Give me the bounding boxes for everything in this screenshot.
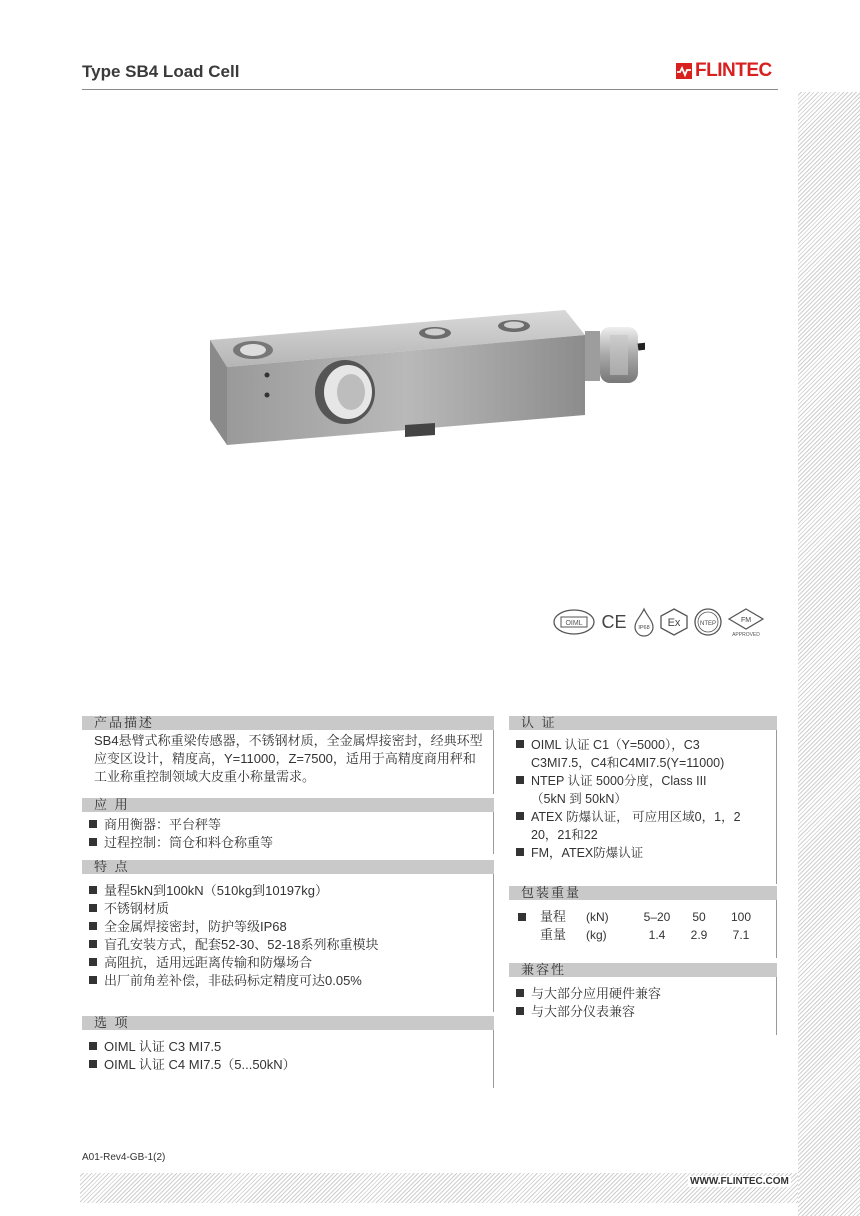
applications-section	[82, 798, 494, 854]
applications-heading: 应 用	[82, 798, 494, 812]
ce-mark-icon	[599, 609, 629, 635]
list-item: 商用衡器：平台秤等	[82, 816, 493, 834]
page-title: Type SB4 Load Cell	[82, 62, 240, 81]
packaging-table	[518, 908, 766, 944]
certification-marks	[553, 607, 765, 637]
brand-logo	[676, 60, 772, 82]
side-hatch-decoration	[798, 92, 860, 1216]
list-item: 与大部分应用硬件兼容	[509, 985, 776, 1003]
description-section	[82, 716, 494, 794]
list-item: 过程控制：筒仓和料仓称重等	[82, 834, 493, 852]
ntep-text: NTEP	[699, 621, 717, 627]
fm-approved-icon	[727, 607, 765, 637]
list-item: OIML 认证 C3 MI7.5	[82, 1038, 493, 1056]
description-text: SB4悬臂式称重梁传感器，不锈钢材质，全金属焊接密封，经典环型应变区设计，精度高，Y=11000，Z=7500，适用于高精度商用秤和工业称重控制领域大皮重小称量需求。	[82, 730, 494, 794]
list-item: 全金属焊接密封，防护等级IP68	[82, 918, 493, 936]
load-cell-photo	[205, 305, 645, 445]
brand-name: FLINTEC	[695, 60, 772, 81]
ex-text: Ex	[667, 617, 681, 629]
list-item: OIML 认证 C4 MI7.5（5...50kN）	[82, 1056, 493, 1074]
ip68-drop-icon	[633, 607, 655, 637]
options-section	[82, 1016, 494, 1088]
fm-text: FM	[740, 617, 752, 624]
table-row: 量程 (kN) 5–20 50 100	[518, 908, 766, 926]
ex-hexagon-icon	[659, 608, 689, 636]
header-divider	[82, 89, 778, 90]
list-item: 量程5kN到100kN（510kg到10197kg）	[82, 882, 493, 900]
compatibility-section	[509, 963, 777, 1035]
list-item: 不锈钢材质	[82, 900, 493, 918]
packaging-section	[509, 886, 777, 958]
ip68-text: IP68	[638, 625, 650, 631]
options-heading: 选 项	[82, 1016, 494, 1030]
compatibility-heading: 兼容性	[509, 963, 777, 977]
fm-approved-text: APPROVED	[732, 632, 760, 637]
oiml-mark-icon	[553, 609, 595, 635]
website-link[interactable]: WWW.FLINTEC.COM	[690, 1176, 789, 1187]
list-item: 出厂前角差补偿，非砝码标定精度可达0.05%	[82, 972, 493, 990]
list-item: 高阻抗，适用远距离传输和防爆场合	[82, 954, 493, 972]
table-row: 重量 (kg) 1.4 2.9 7.1	[540, 927, 750, 942]
packaging-heading: 包装重量	[509, 886, 777, 900]
ce-text: CE	[601, 612, 627, 632]
oiml-text: OIML	[565, 620, 583, 627]
list-item: NTEP 认证 5000分度，Class III （5kN 到 50kN）	[509, 772, 776, 808]
features-section	[82, 860, 494, 1012]
features-heading: 特 点	[82, 860, 494, 874]
certification-section	[509, 716, 777, 884]
certification-heading: 认 证	[509, 716, 777, 730]
ntep-seal-icon	[693, 607, 723, 637]
list-item: OIML 认证 C1（Y=5000），C3 C3MI7.5，C4和C4MI7.5(Y=11000)	[509, 736, 776, 772]
list-item: 盲孔安装方式，配套52-30、52-18系列称重模块	[82, 936, 493, 954]
document-code: A01-Rev4-GB-1(2)	[82, 1152, 166, 1163]
flintec-logo-icon	[676, 63, 692, 79]
list-item: ATEX 防爆认证， 可应用区域0，1，2 20，21和22	[509, 808, 776, 844]
list-item: FM，ATEX防爆认证	[509, 844, 776, 862]
list-item: 与大部分仪表兼容	[509, 1003, 776, 1021]
description-heading: 产品描述	[82, 716, 494, 730]
